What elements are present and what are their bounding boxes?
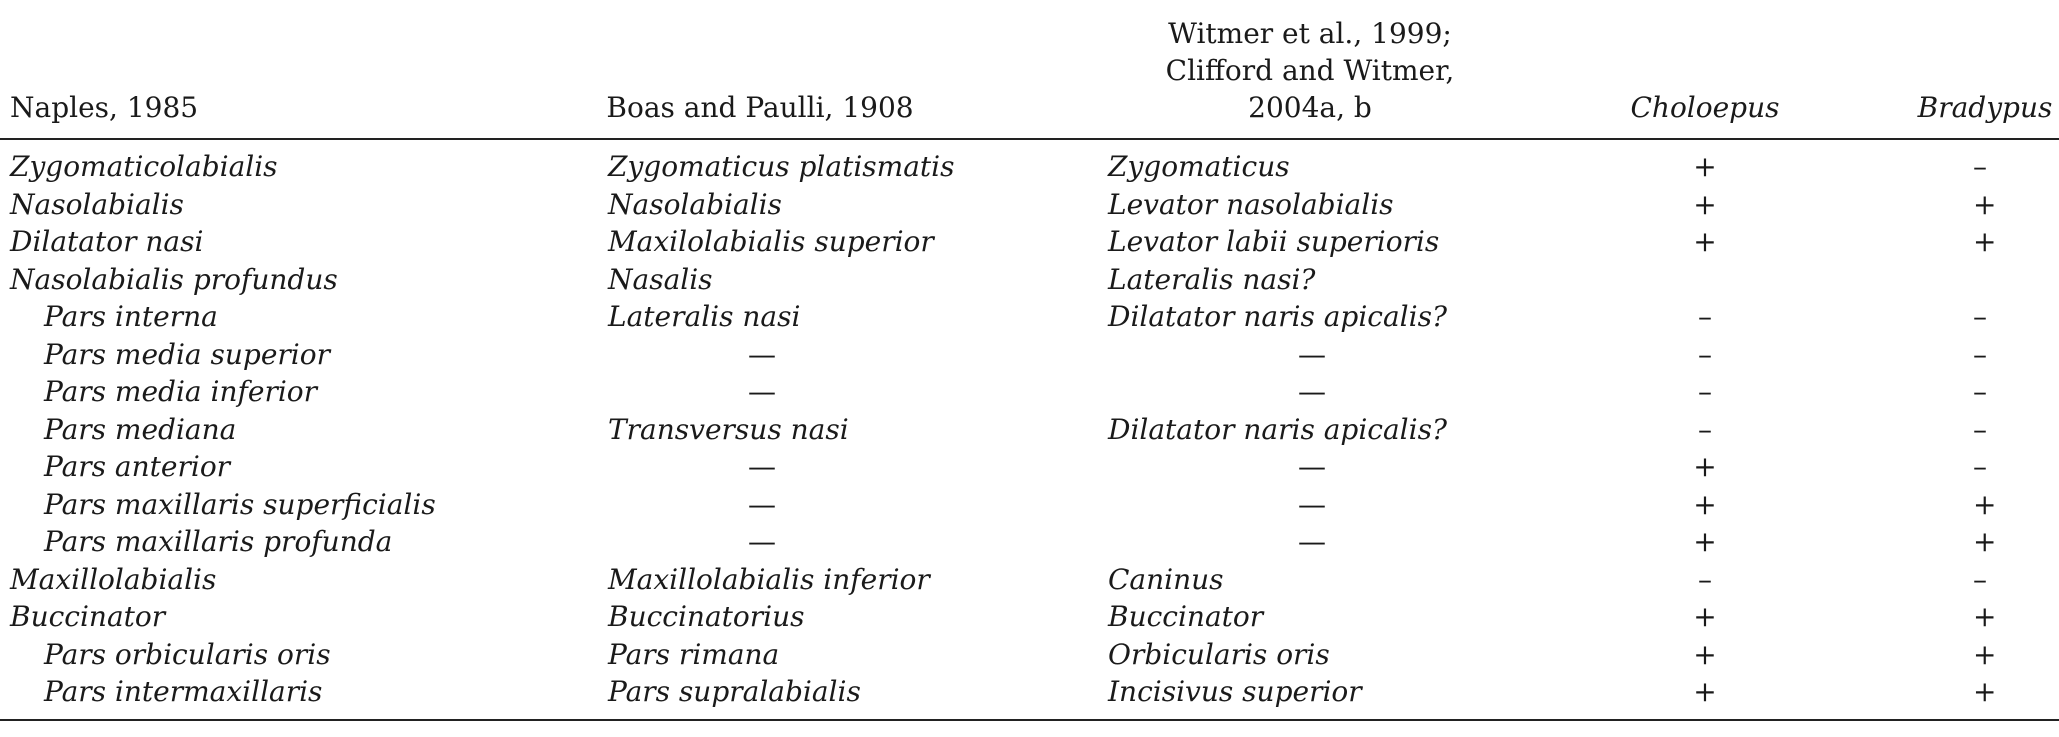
witmer-cell: —	[1298, 337, 1326, 371]
choloepus-cell: –	[1698, 375, 1712, 408]
naples-cell: Pars media superior	[44, 337, 331, 371]
boas-cell: —	[748, 450, 776, 483]
boas-cell: —	[748, 337, 776, 371]
witmer-cell: Orbicularis oris	[1108, 637, 1330, 671]
witmer-cell: Incisivus superior	[1100, 673, 1600, 720]
boas-cell: Zygomaticus platismatis	[608, 150, 955, 183]
bradypus-cell: +	[1973, 600, 1997, 633]
header-witmer-line2: Clifford and Witmer,	[1165, 54, 1455, 87]
naples-cell: Pars intermaxillaris	[0, 673, 600, 720]
bradypus-cell: +	[1810, 673, 2059, 720]
header-witmer-line3: 2004a, b	[1248, 91, 1372, 124]
boas-cell: Maxilolabialis superior	[608, 225, 934, 258]
bradypus-cell: –	[1973, 450, 1987, 483]
header-choloepus: Choloepus	[1600, 0, 1810, 139]
boas-cell: Nasalis	[608, 262, 713, 296]
boas-cell: —	[748, 487, 776, 521]
naples-cell: Pars anterior	[44, 450, 231, 483]
bradypus-cell: –	[1973, 375, 1987, 408]
choloepus-cell: –	[1698, 412, 1712, 446]
header-boas: Boas and Paulli, 1908	[600, 0, 1100, 139]
choloepus-cell: +	[1693, 525, 1717, 558]
boas-cell: Buccinatorius	[608, 600, 805, 633]
table-row	[0, 373, 2059, 411]
table-row	[0, 186, 2059, 224]
bradypus-cell	[1810, 261, 2059, 299]
bradypus-cell: +	[1973, 187, 1997, 221]
boas-cell: Nasolabialis	[608, 187, 782, 221]
table-row	[0, 486, 2059, 524]
naples-cell: Nasolabialis profundus	[10, 262, 338, 296]
boas-cell: Lateralis nasi	[608, 300, 801, 333]
choloepus-cell: –	[1698, 300, 1712, 333]
naples-cell: Pars maxillaris profunda	[44, 525, 393, 558]
choloepus-cell: +	[1600, 673, 1810, 720]
table-row	[0, 298, 2059, 336]
witmer-cell: Levator labii superioris	[1108, 225, 1440, 258]
witmer-cell: Caninus	[1108, 562, 1224, 596]
table-row	[0, 261, 2059, 299]
boas-cell: Transversus nasi	[608, 412, 849, 446]
table-row	[0, 411, 2059, 449]
header-witmer	[1100, 0, 1600, 139]
witmer-cell: —	[1298, 450, 1326, 483]
header-row	[0, 0, 2059, 139]
table-row	[0, 448, 2059, 486]
witmer-cell: Buccinator	[1108, 600, 1264, 633]
boas-cell: —	[748, 525, 776, 558]
table-row	[0, 673, 2059, 720]
witmer-cell: —	[1298, 525, 1326, 558]
witmer-cell: —	[1298, 487, 1326, 521]
naples-cell: Pars maxillaris superficialis	[44, 487, 436, 521]
naples-cell: Pars interna	[44, 300, 218, 333]
bradypus-cell: –	[1973, 562, 1987, 596]
naples-cell: Nasolabialis	[10, 187, 184, 221]
choloepus-cell: +	[1693, 187, 1717, 221]
header-witmer-line1: Witmer et al., 1999;	[1168, 17, 1452, 50]
witmer-cell: Lateralis nasi?	[1108, 262, 1316, 296]
table-row	[0, 523, 2059, 561]
bradypus-cell: +	[1973, 637, 1997, 671]
naples-cell: Maxillolabialis	[10, 562, 217, 596]
naples-cell: Zygomaticolabialis	[10, 150, 278, 183]
table-row	[0, 598, 2059, 636]
choloepus-cell: +	[1693, 637, 1717, 671]
bradypus-cell: +	[1973, 525, 1997, 558]
witmer-cell: —	[1298, 375, 1326, 408]
choloepus-cell: +	[1693, 150, 1717, 183]
bradypus-cell: +	[1973, 487, 1997, 521]
boas-cell: Maxillolabialis inferior	[608, 562, 930, 596]
table-row	[0, 139, 2059, 186]
bradypus-cell: –	[1973, 150, 1987, 183]
boas-cell: Pars rimana	[608, 637, 780, 671]
naples-cell: Pars mediana	[44, 412, 237, 446]
naples-cell: Pars orbicularis oris	[44, 637, 331, 671]
witmer-cell: Zygomaticus	[1108, 150, 1290, 183]
table-row	[0, 336, 2059, 374]
naples-cell: Buccinator	[10, 600, 166, 633]
witmer-cell: Dilatator naris apicalis?	[1108, 300, 1447, 333]
table-row	[0, 223, 2059, 261]
table-row	[0, 561, 2059, 599]
naples-cell: Dilatator nasi	[10, 225, 204, 258]
table-row	[0, 636, 2059, 674]
choloepus-cell: +	[1693, 225, 1717, 258]
bradypus-cell: –	[1973, 412, 1987, 446]
witmer-cell: Dilatator naris apicalis?	[1108, 412, 1447, 446]
header-naples: Naples, 1985	[0, 0, 600, 139]
choloepus-cell: –	[1698, 337, 1712, 371]
choloepus-cell	[1600, 261, 1810, 299]
bradypus-cell: –	[1973, 337, 1987, 371]
choloepus-cell: +	[1693, 600, 1717, 633]
boas-cell: —	[748, 375, 776, 408]
naples-cell: Pars media inferior	[44, 375, 318, 408]
bradypus-cell: +	[1973, 225, 1997, 258]
choloepus-cell: –	[1698, 562, 1712, 596]
choloepus-cell: +	[1693, 450, 1717, 483]
bradypus-cell: –	[1973, 300, 1987, 333]
boas-cell: Pars supralabialis	[600, 673, 1100, 720]
choloepus-cell: +	[1693, 487, 1717, 521]
witmer-cell: Levator nasolabialis	[1108, 187, 1394, 221]
header-bradypus: Bradypus	[1810, 0, 2059, 139]
